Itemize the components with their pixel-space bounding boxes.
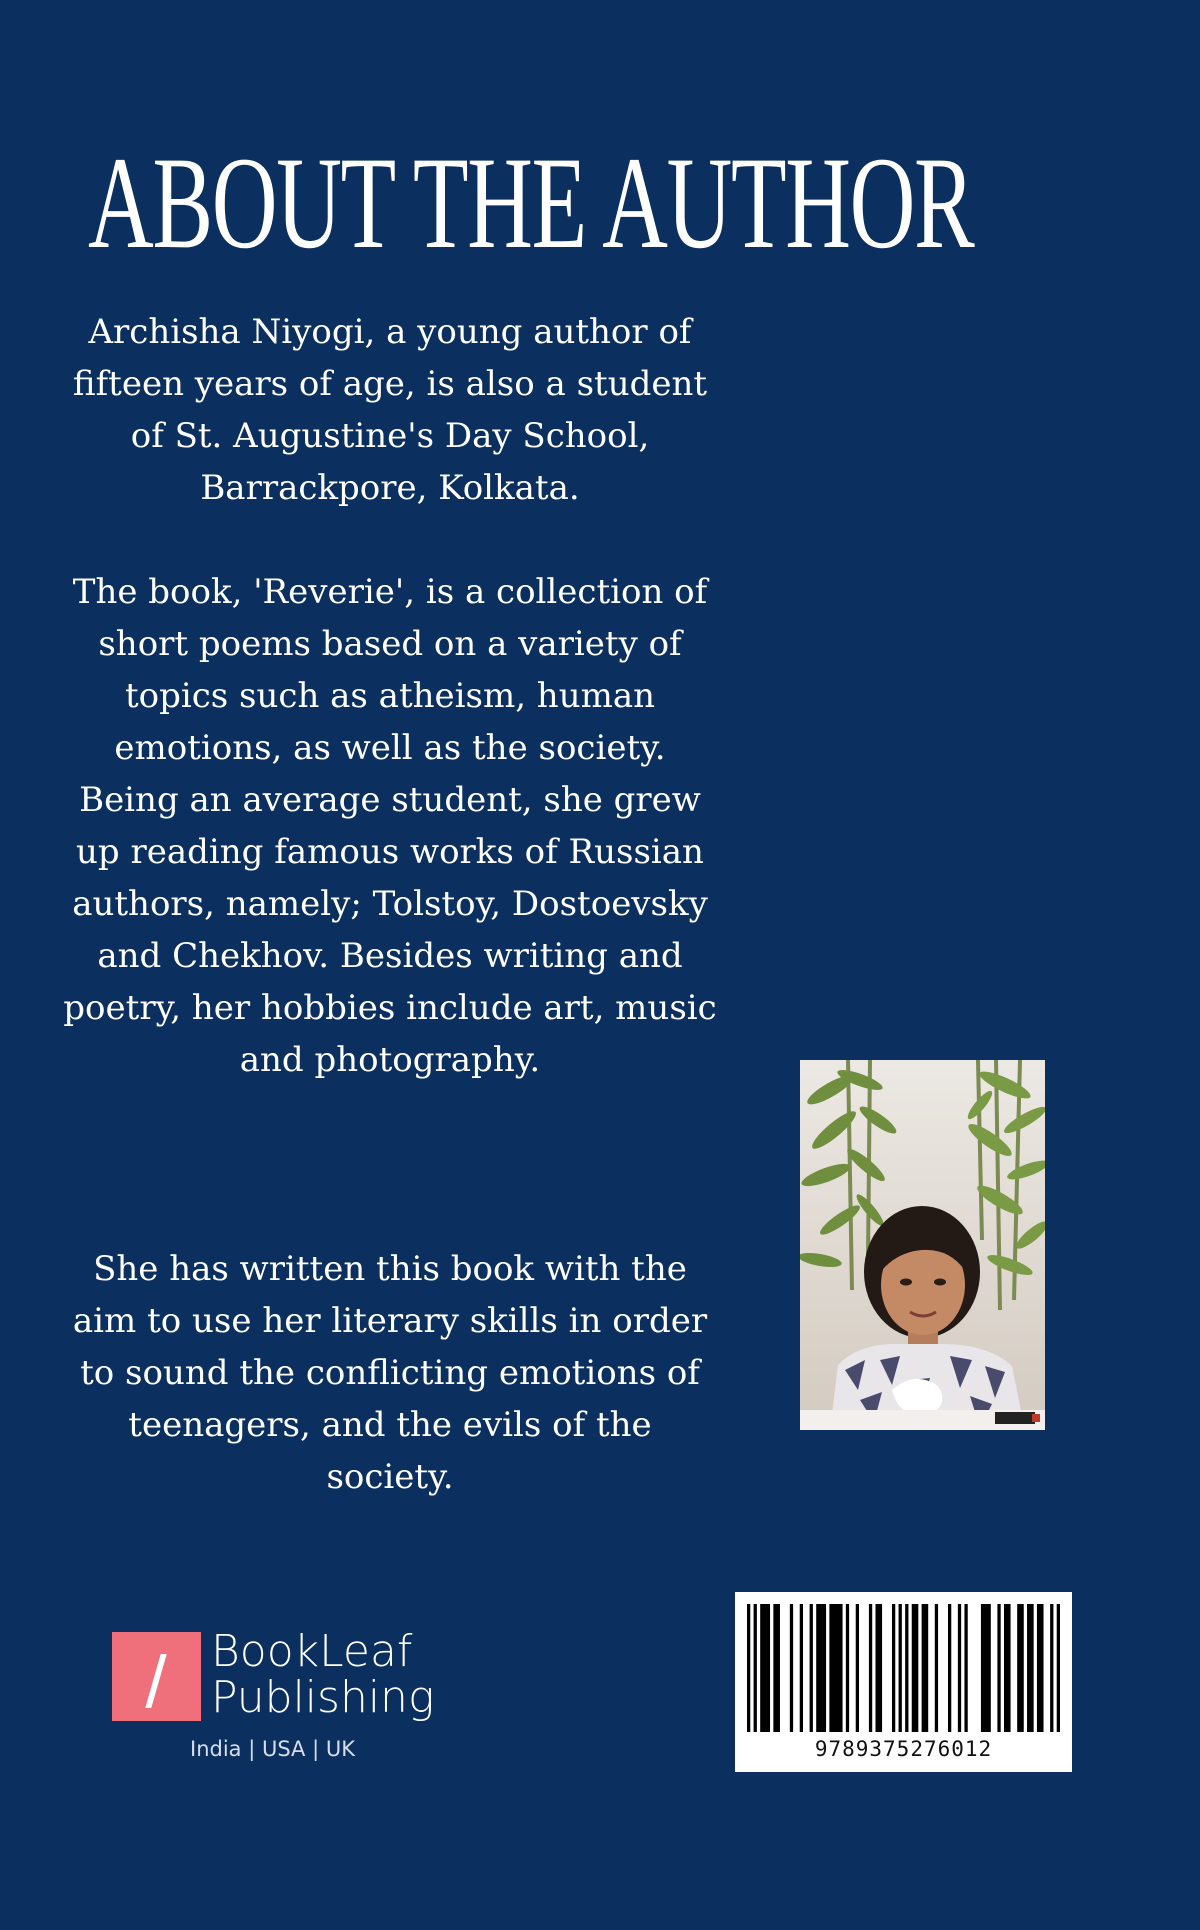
- publisher-name-line1: BookLeaf: [211, 1626, 413, 1677]
- barcode-bar: [800, 1604, 803, 1732]
- barcode-bar: [810, 1604, 813, 1732]
- barcode-bar: [922, 1604, 929, 1732]
- barcode-bars: [747, 1604, 1060, 1732]
- isbn-barcode: [735, 1592, 1072, 1772]
- bio-paragraph-book: The book, 'Reverie', is a collection of short poems based on a variety of topics such as atheism, human emotions, as well as the society. Being an average student, she grew up reading famous works of Russian authors, namely; Tolstoy, Dostoevsky and Chekhov. Besides writing and poetry, her hobbies include art, music and photography.: [63, 572, 717, 1080]
- bio-paragraph-intro: Archisha Niyogi, a young author of fifteen years of age, is also a student of St. Augustine's Day School, Barrackpore, Kolkata.: [72, 312, 708, 508]
- barcode-bar: [981, 1604, 991, 1732]
- barcode-bar: [829, 1604, 842, 1732]
- page-title: ABOUT THE AUTHOR: [88, 129, 974, 276]
- barcode-bar: [912, 1604, 919, 1732]
- barcode-bar: [754, 1604, 757, 1732]
- slash-icon: [145, 1654, 166, 1708]
- author-photo: [800, 1060, 1045, 1430]
- bio-paragraph-aim: She has written this book with the aim to use her literary skills in order to sound the conflicting emotions of teenagers, and the evils of the society.: [72, 1249, 708, 1497]
- barcode-bar: [773, 1604, 780, 1732]
- barcode-bar: [816, 1604, 826, 1732]
- author-photo-illustration: [800, 1060, 1045, 1430]
- isbn-number: 9789375276012: [814, 1737, 993, 1761]
- barcode-bar: [892, 1604, 895, 1732]
- publisher-name-line2: Publishing: [211, 1672, 435, 1723]
- barcode-bar: [1037, 1604, 1044, 1732]
- barcode-bar: [846, 1604, 849, 1732]
- barcode-bar: [760, 1604, 770, 1732]
- barcode-bar: [1027, 1604, 1034, 1732]
- barcode-bar: [790, 1604, 793, 1732]
- barcode-bar: [964, 1604, 967, 1732]
- publisher-regions: India | USA | UK: [190, 1737, 355, 1761]
- barcode-bar: [875, 1604, 882, 1732]
- barcode-bar: [997, 1604, 1000, 1732]
- publisher-logo: [112, 1628, 452, 1778]
- barcode-bar: [1017, 1604, 1024, 1732]
- barcode-bar: [1004, 1604, 1011, 1732]
- barcode-bar: [958, 1604, 961, 1732]
- barcode-bar: [869, 1604, 872, 1732]
- barcode-bar: [935, 1604, 938, 1732]
- barcode-bar: [905, 1604, 908, 1732]
- publisher-logo-mark: [112, 1632, 201, 1721]
- barcode-bar: [899, 1604, 902, 1732]
- barcode-bar: [1057, 1604, 1060, 1732]
- barcode-bar: [948, 1604, 951, 1732]
- barcode-bar: [747, 1604, 750, 1732]
- barcode-bar: [1050, 1604, 1053, 1732]
- barcode-bar: [856, 1604, 859, 1732]
